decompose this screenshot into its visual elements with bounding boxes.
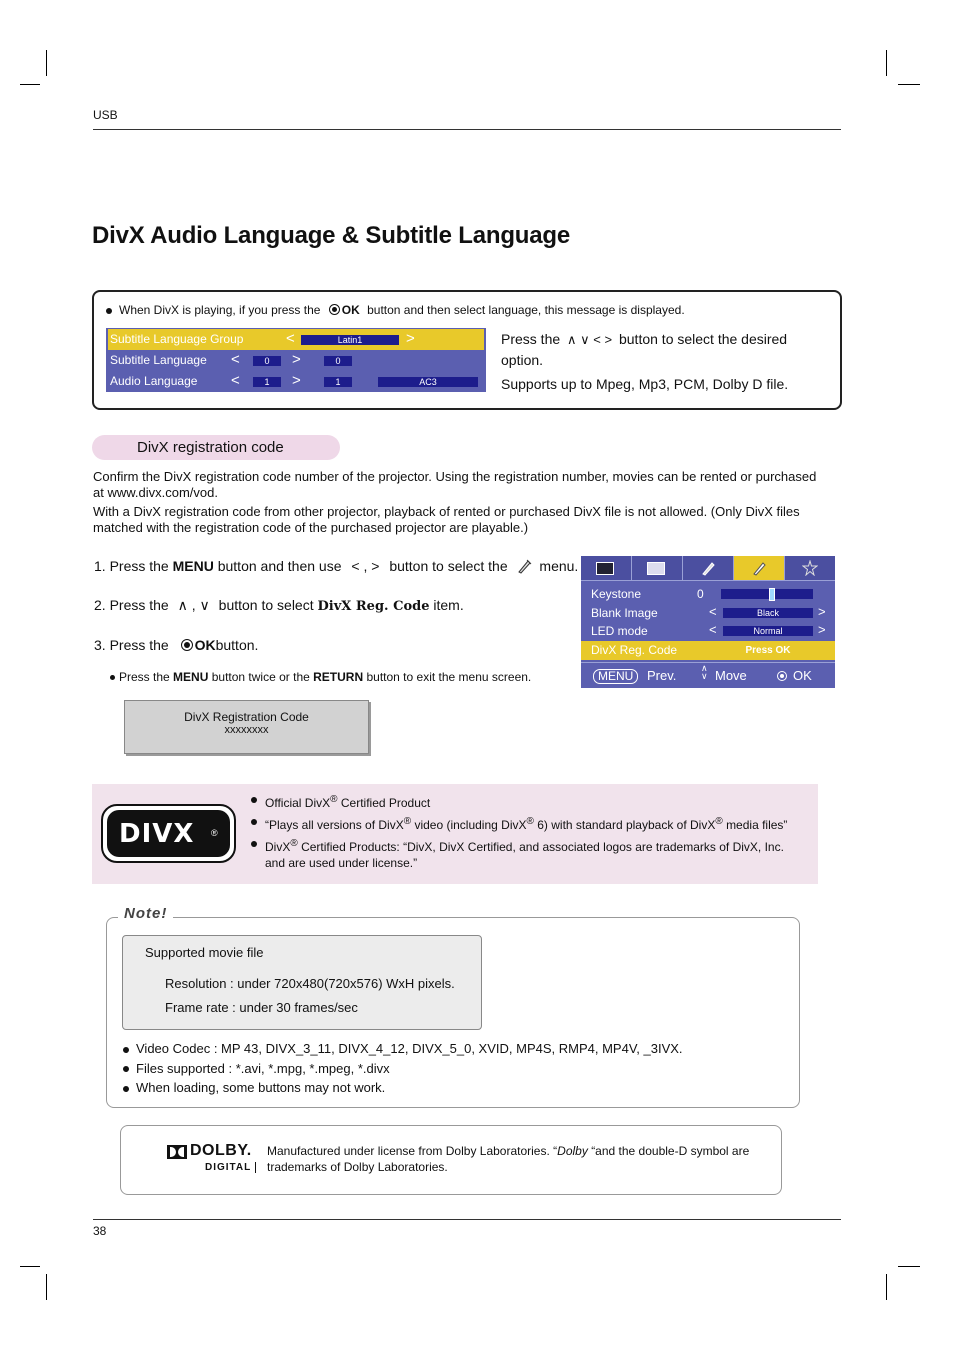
option-icon (751, 560, 767, 576)
up-down-arrows-icon: ∧ , ∨ (177, 597, 210, 613)
supports-text: Supports up to Mpeg, Mp3, PCM, Dolby D file. (501, 376, 789, 392)
divx-cert-bullet-2: “Plays all versions of DivX® video (including DivX® 6) with standard playback of DivX® media files” (251, 814, 806, 833)
bullet-icon (123, 1086, 129, 1092)
step2-text-a: 2. Press the (94, 597, 169, 613)
resolution-text: Resolution : under 720x480(720x576) WxH pixels. (165, 976, 455, 991)
star-icon (802, 560, 818, 576)
dolby-logo-top: DOLBY. (190, 1142, 252, 1159)
osd-value: 0 (324, 356, 352, 366)
osd-row-audio-language[interactable] (106, 371, 486, 392)
tab-option[interactable] (734, 556, 785, 580)
reg-mark: ® (403, 816, 412, 827)
supported-movie-box (122, 935, 482, 1030)
arrow-left-icon: < (709, 622, 717, 637)
step2-text-c: item. (433, 597, 464, 613)
bullet-icon (251, 841, 257, 847)
bullet-icon (123, 1066, 129, 1072)
step1-menu: MENU (172, 558, 214, 574)
note-label: Note! (118, 905, 173, 922)
language-osd (106, 328, 486, 392)
step1-text-a: 1. Press the (94, 558, 169, 574)
keystone-label: Keystone (591, 587, 642, 601)
registration-para-1: Confirm the DivX registration code number of the projector. Using the registration number, movies can be rented or purchased at www.divx.com/vod. (93, 469, 817, 500)
crop-mark (46, 1274, 47, 1300)
picture-icon (596, 562, 614, 575)
note-bullet: When loading, some buttons may not work. (123, 1078, 683, 1098)
ok-button-icon (181, 639, 193, 651)
note-bullets (123, 1039, 683, 1098)
option-menu-icon (516, 558, 532, 574)
step3-ok: OK (194, 637, 216, 653)
step2-text-b: button to select (218, 597, 314, 613)
step3-text-b: button. (215, 637, 259, 653)
divx-cert-bullet-3: DivX® Certified Products: “DivX, DivX Certified, and associated logos are trademarks of DivX, Inc. and are used under license.” (251, 836, 806, 871)
step1-text-b: button and then use (217, 558, 342, 574)
ok-button-icon (329, 304, 340, 315)
registration-heading-pill (92, 435, 340, 460)
note-bullet: Video Codec : MP 43, DIVX_3_11, DIVX_4_12, DIVX_5_0, XVID, MP4S, RMP4, MP4V, _3IVX. (123, 1039, 683, 1059)
led-mode-value: Normal (723, 626, 813, 636)
osd-value: Latin1 (301, 335, 399, 345)
reg-mark: ® (330, 794, 338, 805)
dolby-text: Manufactured under license from Dolby Laboratories. “Dolby “and the double-D symbol are trademarks of Dolby Laboratories. (267, 1144, 750, 1174)
osd-label: Subtitle Language (110, 353, 207, 367)
dolby-box (120, 1125, 782, 1195)
menu-row-divx-reg-code[interactable] (581, 641, 835, 660)
page-number: 38 (93, 1224, 107, 1238)
divx-logo (101, 804, 236, 863)
page-title: DivX Audio Language & Subtitle Language (92, 222, 571, 249)
divx-cert-bullet-1: Official DivX® Certified Product (251, 792, 806, 811)
move-arrows-icon: ∧ ∨ (701, 663, 708, 681)
info-intro (106, 303, 685, 317)
registration-para-2: With a DivX registration code from other projector, playback of rented or purchased DivX file is not allowed. (Only DivX files matched with the registration code of the purchased projector are playable.) (93, 504, 800, 535)
osd-label: Subtitle Language Group (110, 332, 244, 346)
crop-mark (886, 1274, 887, 1300)
dolby-logo (167, 1144, 259, 1178)
note-return: RETURN (313, 670, 364, 684)
reg-mark: ® (290, 838, 298, 849)
double-d-icon (167, 1145, 187, 1159)
menu-key-badge[interactable]: MENU (593, 669, 638, 684)
tab-extra[interactable] (785, 556, 835, 580)
crop-mark (886, 50, 887, 76)
bullet-icon (106, 308, 112, 314)
step2-item: DivX Reg. Code (317, 599, 430, 614)
arrow-left-icon: < (231, 372, 240, 389)
screen-icon (647, 562, 665, 575)
blank-image-value: Black (723, 608, 813, 618)
crop-mark (46, 50, 47, 76)
supported-movie-title: Supported movie file (145, 945, 264, 960)
osd-row-subtitle-group[interactable] (108, 329, 484, 350)
footer-rule (93, 1219, 841, 1220)
note-text-a: Press the (119, 670, 170, 684)
exit-note (110, 670, 531, 684)
dolby-logo-bottom: DIGITAL (205, 1162, 256, 1173)
press-instructions (501, 329, 831, 371)
osd-row-subtitle-language[interactable] (106, 350, 486, 371)
menu-osd-footer-bar (581, 664, 835, 688)
keystone-slider[interactable] (721, 589, 813, 599)
note-text-b: button twice or the (211, 670, 310, 684)
nav-arrows-icon: ∧ ∨ < > (567, 332, 613, 347)
divx-reg-code-value: Press OK (745, 645, 791, 656)
bullet-icon (123, 1047, 129, 1053)
step1-text-d: menu. (539, 558, 579, 574)
crop-mark (20, 1266, 40, 1267)
arrow-right-icon: > (406, 330, 415, 347)
bullet-icon (110, 675, 115, 680)
keystone-value: 0 (697, 587, 704, 601)
osd-label: Audio Language (110, 374, 198, 388)
tab-setup[interactable] (683, 556, 734, 580)
tab-picture[interactable] (581, 556, 632, 580)
arrow-right-icon: > (292, 351, 301, 368)
left-right-arrows-icon: < , > (351, 558, 380, 574)
ok-button-icon (777, 671, 787, 681)
note-text-c: button to exit the menu screen. (366, 670, 532, 684)
menu-row-keystone[interactable] (581, 586, 835, 603)
header-rule (93, 129, 841, 130)
step-1 (94, 558, 578, 574)
step3-text-a: 3. Press the (94, 637, 169, 653)
option-menu-osd (581, 556, 835, 688)
registration-heading: DivX registration code (137, 439, 284, 456)
reg-mark: ® (715, 816, 723, 827)
ok-label: OK (341, 303, 360, 317)
menu-row-led-mode[interactable] (581, 622, 835, 639)
registration-code-box (124, 700, 369, 754)
tab-screen[interactable] (632, 556, 683, 580)
press-text-1: Press the (501, 331, 561, 347)
step-3 (94, 637, 258, 653)
osd-value: 0 (253, 356, 281, 366)
note-bullet: Files supported : *.avi, *.mpg, *.mpeg, *.divx (123, 1059, 683, 1079)
prev-label: Prev. (647, 668, 677, 683)
crop-mark (898, 1266, 920, 1267)
arrow-right-icon: > (292, 372, 301, 389)
move-label: Move (715, 668, 747, 683)
menu-row-blank-image[interactable] (581, 604, 835, 621)
divx-cert-band (92, 784, 818, 884)
press-text-2: button to select the desired option. (501, 331, 788, 368)
dolby-italic: Dolby (557, 1144, 588, 1158)
divx-cert-bullets (251, 792, 806, 871)
crop-mark (898, 84, 920, 85)
info-box (92, 290, 842, 410)
arrow-right-icon: > (818, 622, 826, 637)
arrow-left-icon: < (709, 604, 717, 619)
divx-logo-reg: ® (211, 828, 218, 838)
ok-label: OK (793, 668, 812, 683)
arrow-left-icon: < (286, 330, 295, 347)
intro-before: When DivX is playing, if you press the (119, 303, 321, 317)
framerate-text: Frame rate : under 30 frames/sec (165, 1000, 358, 1015)
menu-tabs (581, 556, 835, 581)
menu-osd-footer (581, 662, 835, 663)
arrow-left-icon: < (231, 351, 240, 368)
osd-value: 1 (253, 377, 281, 387)
step1-text-c: button to select the (389, 558, 508, 574)
setup-icon (700, 560, 716, 576)
arrow-right-icon: > (818, 604, 826, 619)
section-header: USB (93, 108, 118, 122)
bullet-icon (251, 797, 257, 803)
crop-mark (20, 84, 40, 85)
intro-after: button and then select language, this message is displayed. (367, 303, 685, 317)
led-mode-label: LED mode (591, 624, 648, 638)
divx-reg-code-label: DivX Reg. Code (591, 643, 678, 657)
osd-value: 1 (324, 377, 352, 387)
reg-mark: ® (526, 816, 534, 827)
blank-image-label: Blank Image (591, 606, 658, 620)
note-menu: MENU (173, 670, 209, 684)
divx-logo-text: DIVX (119, 819, 195, 849)
keystone-slider-thumb[interactable] (769, 588, 775, 601)
code-box-value: xxxxxxxx (224, 724, 269, 736)
step-2 (94, 597, 464, 614)
osd-value: AC3 (378, 377, 478, 387)
code-box-title: DivX Registration Code (184, 710, 309, 724)
bullet-icon (251, 819, 257, 825)
